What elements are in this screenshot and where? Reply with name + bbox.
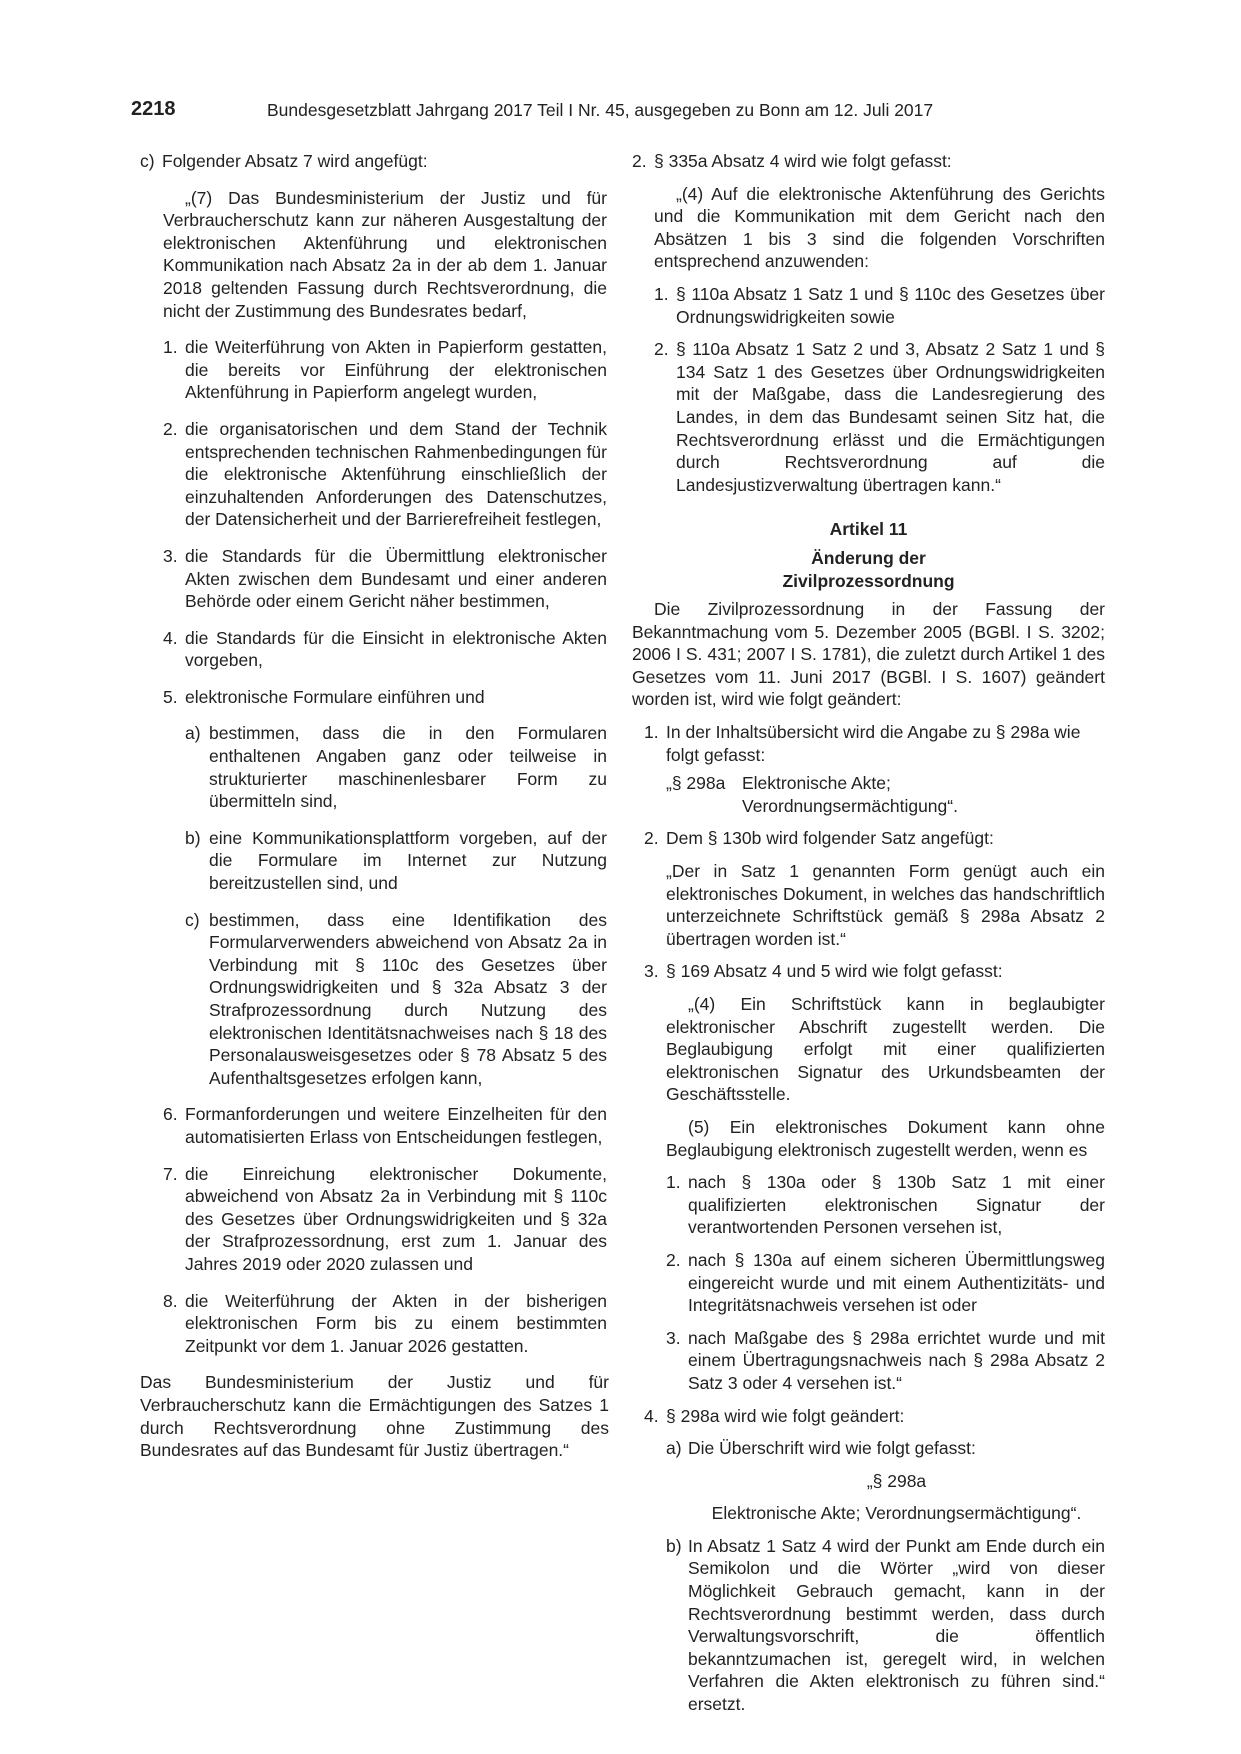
list-item — [163, 545, 607, 613]
item-text: die organisatorischen und dem Stand der Technik entsprechenden technischen Rahmenbedingungen für die elektronische Aktenführung einschließlich der einzuhaltenden Anforderungen des Datenschutzes, der Datensicherheit und der Barrierefreiheit festlegen, — [185, 418, 607, 530]
list-item — [666, 1249, 1105, 1317]
list-item — [644, 1405, 1105, 1428]
sub-list-item — [185, 909, 607, 1090]
item-text: § 298a wird wie folgt geändert: — [666, 1405, 905, 1426]
item-label: 4. — [163, 627, 178, 648]
item-text: die Standards für die Übermittlung elektronischer Akten zwischen dem Bundesamt und einer anderen Behörde oder einem Gericht näher bestimmen, — [185, 545, 607, 612]
item-label: 1. — [163, 337, 178, 358]
item-label: 3. — [163, 545, 178, 566]
sub-list — [185, 722, 607, 1089]
item-label: 2. — [632, 151, 647, 171]
item-text: Formanforderungen und weitere Einzelheiten für den automatisierten Erlass von Entscheidungen festlegen, — [185, 1104, 607, 1147]
right-column — [632, 150, 1105, 1716]
quote-ref: „§ 298a — [666, 773, 726, 794]
list-item — [644, 960, 1105, 983]
list-item — [666, 1171, 1105, 1239]
list-item — [644, 721, 1105, 766]
item-text: § 335a Absatz 4 wird wie folgt gefasst: — [654, 151, 952, 171]
list-item — [163, 418, 607, 531]
item-text: Folgender Absatz 7 wird angefügt: — [162, 151, 428, 171]
item-text: bestimmen, dass eine Identifikation des Formularverwenders abweichend von Absatz 2a in Verbindung mit § 110c des Gesetzes über Ordnungswidrigkeiten und § 32a Absatz 3 der Strafprozessordnung durch Nutzung des elektronischen Identitätsnachweises nach § 18 des Personalausweisgesetzes oder § 78 Absatz 5 des Aufenthaltsgesetzes erfolgen kann, — [209, 909, 607, 1088]
item-text: § 169 Absatz 4 und 5 wird wie folgt gefasst: — [666, 961, 1003, 982]
item-label: b) — [666, 1535, 682, 1556]
item-text: nach Maßgabe des § 298a errichtet wurde und mit einem Übertragungsnachweis nach § 298a Absatz 2 Satz 3 oder 4 versehen ist.“ — [688, 1327, 1105, 1393]
item-label: 4. — [644, 1405, 659, 1426]
list-item — [163, 1103, 607, 1148]
numbered-list — [163, 336, 607, 1357]
paragraph-169-5: (5) Ein elektronisches Dokument kann ohne Beglaubigung elektronisch zugestellt werden, wenn es — [666, 1116, 1105, 1160]
sub-list-item — [185, 827, 607, 895]
item-label: 1. — [666, 1172, 681, 1193]
item-label: 3. — [644, 961, 659, 982]
article-title-line-1: Änderung der — [811, 547, 926, 568]
item-text: Dem § 130b wird folgender Satz angefügt: — [666, 828, 994, 849]
list-item — [654, 283, 1105, 328]
sub-list-item — [666, 1437, 1105, 1460]
item-label: a) — [666, 1438, 682, 1459]
list-item — [163, 336, 607, 404]
list-item — [666, 1327, 1105, 1395]
quote-paragraph: „Der in Satz 1 genannten Form genügt auch ein elektronisches Dokument, in welches das handschriftlich unterzeichnete Schriftstück gemäß § 298a Absatz 2 übertragen worden ist.“ — [666, 861, 1105, 949]
item-label: 1. — [654, 283, 669, 304]
list-item — [654, 338, 1105, 496]
item-text: die Standards für die Einsicht in elektronische Akten vorgeben, — [185, 627, 607, 671]
article-number: Artikel 11 — [829, 519, 908, 540]
left-column — [140, 150, 609, 1462]
quote-entry — [666, 772, 1105, 817]
item-text: die Weiterführung von Akten in Papierform gestatten, die bereits vor Einführung der elektronischen Aktenführung in Papierform angelegt wurden, — [185, 337, 607, 403]
item-text: In der Inhaltsübersicht wird die Angabe zu § 298a wie folgt gefasst: — [666, 722, 1081, 765]
paragraph-169-4: „(4) Ein Schriftstück kann in beglaubigter elektronischer Abschrift zugestellt werden. Die Beglaubigung erfolgt mit einer qualifizierten elektronischen Signatur des Urkundsbeamten der Geschäftsstelle. — [666, 994, 1105, 1105]
list-item — [632, 150, 1105, 173]
list-item — [163, 1290, 607, 1358]
item-text: die Einreichung elektronischer Dokumente, abweichend von Absatz 2a in Verbindung mit § 110c des Gesetzes über Ordnungswidrigkeiten und § 32a der Strafprozessordnung, erst zum 1. Januar des Jahres 2019 oder 2020 zulassen und — [185, 1163, 607, 1274]
item-text: Die Überschrift wird wie folgt gefasst: — [688, 1438, 976, 1459]
item-text: In Absatz 1 Satz 4 wird der Punkt am Ende durch ein Semikolon und die Wörter „wird von dieser Möglichkeit Gebrauch gemacht, kann in der Rechtsverordnung bestimmt werden, dass durch Verwaltungsvorschrift, die öffentlich bekanntzumachen ist, geregelt wird, in welchen Verfahren die Akten elektronisch zu führen sind.“ ersetzt. — [688, 1535, 1105, 1715]
item-label: 8. — [163, 1290, 178, 1311]
article-title-line-2: Zivilprozessordnung — [782, 570, 955, 591]
list-item — [163, 627, 607, 672]
item-label: 2. — [654, 339, 669, 360]
article-intro: Die Zivilprozessordnung in der Fassung der Bekanntmachung vom 5. Dezember 2005 (BGBl. I S. 3202; 2006 I S. 431; 2007 I S. 1781), die zuletzt durch Artikel 1 des Gesetzes vom 11. Juni 2017 (BGBl. I S. 1607) geändert worden ist, wird wie folgt geändert: — [632, 599, 1105, 710]
item-label: 2. — [163, 418, 178, 439]
item-text: nach § 130a auf einem sicheren Übermittlungsweg eingereicht wurde und mit einem Authentizitäts- und Integritätsnachweis versehen ist oder — [688, 1249, 1105, 1316]
item-label: 2. — [644, 828, 659, 849]
new-heading-title: Elektronische Akte; Verordnungsermächtigung“. — [711, 1503, 1082, 1524]
item-text: nach § 130a oder § 130b Satz 1 mit einer qualifizierten elektronischen Signatur der verantwortenden Personen versehen ist, — [688, 1172, 1105, 1238]
item-label: 7. — [163, 1163, 178, 1184]
item-text: eine Kommunikationsplattform vorgeben, auf der die Formulare im Internet zur Nutzung bereitzustellen sind, und — [209, 827, 607, 894]
page-number: 2218 — [131, 98, 176, 120]
item-label: 1. — [644, 722, 659, 743]
item-text: § 110a Absatz 1 Satz 1 und § 110c des Gesetzes über Ordnungswidrigkeiten sowie — [676, 283, 1105, 327]
item-text: die Weiterführung der Akten in der bisherigen elektronischen Form bis zu einem bestimmten Zeitpunkt vor dem 1. Januar 2026 gestatten. — [185, 1290, 607, 1356]
item-label: b) — [185, 827, 201, 848]
list-item — [163, 686, 607, 709]
item-text: § 110a Absatz 1 Satz 2 und 3, Absatz 2 Satz 1 und § 134 Satz 1 des Gesetzes über Ordnungswidrigkeiten mit der Maßgabe, dass die Landesregierung des Landes, in dem das Bundesamt seinen Sitz hat, die Rechtsverordnung erlässt und die Ermächtigungen durch Rechtsverordnung auf die Landesjustizverwaltung übertragen kann.“ — [676, 339, 1105, 495]
item-label: a) — [185, 723, 201, 744]
list-item — [644, 827, 1105, 850]
list-item — [163, 1163, 607, 1276]
item-label: 6. — [163, 1104, 178, 1125]
item-text: elektronische Formulare einführen und — [185, 686, 485, 707]
item-label: c) — [185, 909, 200, 930]
new-heading-ref: „§ 298a — [866, 1470, 927, 1491]
sub-list-item — [185, 722, 607, 812]
item-label: 5. — [163, 686, 178, 707]
page-header — [131, 98, 1111, 128]
sub-list-item — [666, 1535, 1105, 1716]
list-item — [140, 150, 607, 173]
item-label: c) — [140, 151, 155, 171]
item-label: 2. — [666, 1249, 681, 1270]
paragraph-4: „(4) Auf die elektronische Aktenführung des Gerichts und die Kommunikation mit dem Gericht nach den Absätzen 1 bis 3 sind die folgenden Vorschriften entsprechend anzuwenden: — [654, 183, 1105, 272]
paragraph-7: „(7) Das Bundesministerium der Justiz und für Verbraucherschutz kann zur näheren Ausgestaltung der elektronischen Aktenführung und elektronischen Kommunikation nach Absatz 2a in der ab dem 1. Januar 2018 geltenden Fassung durch Rechtsverordnung, die nicht der Zustimmung des Bundesrates bedarf, — [163, 187, 607, 321]
item-text: bestimmen, dass die in den Formularen enthaltenen Angaben ganz oder teilweise in strukturierter maschinenlesbarer Form zu übermitteln sind, — [209, 723, 607, 812]
item-label: 3. — [666, 1327, 681, 1348]
quote-text: Elektronische Akte; Verordnungsermächtigung“. — [742, 773, 958, 816]
running-head: Bundesgesetzblatt Jahrgang 2017 Teil I Nr. 45, ausgegeben zu Bonn am 12. Juli 2017 — [267, 100, 934, 120]
closing-paragraph: Das Bundesministerium der Justiz und für Verbraucherschutz kann die Ermächtigungen des Satzes 1 durch Rechtsverordnung ohne Zustimmung des Bundesrates auf das Bundesamt für Justiz übertragen.“ — [140, 1372, 609, 1461]
